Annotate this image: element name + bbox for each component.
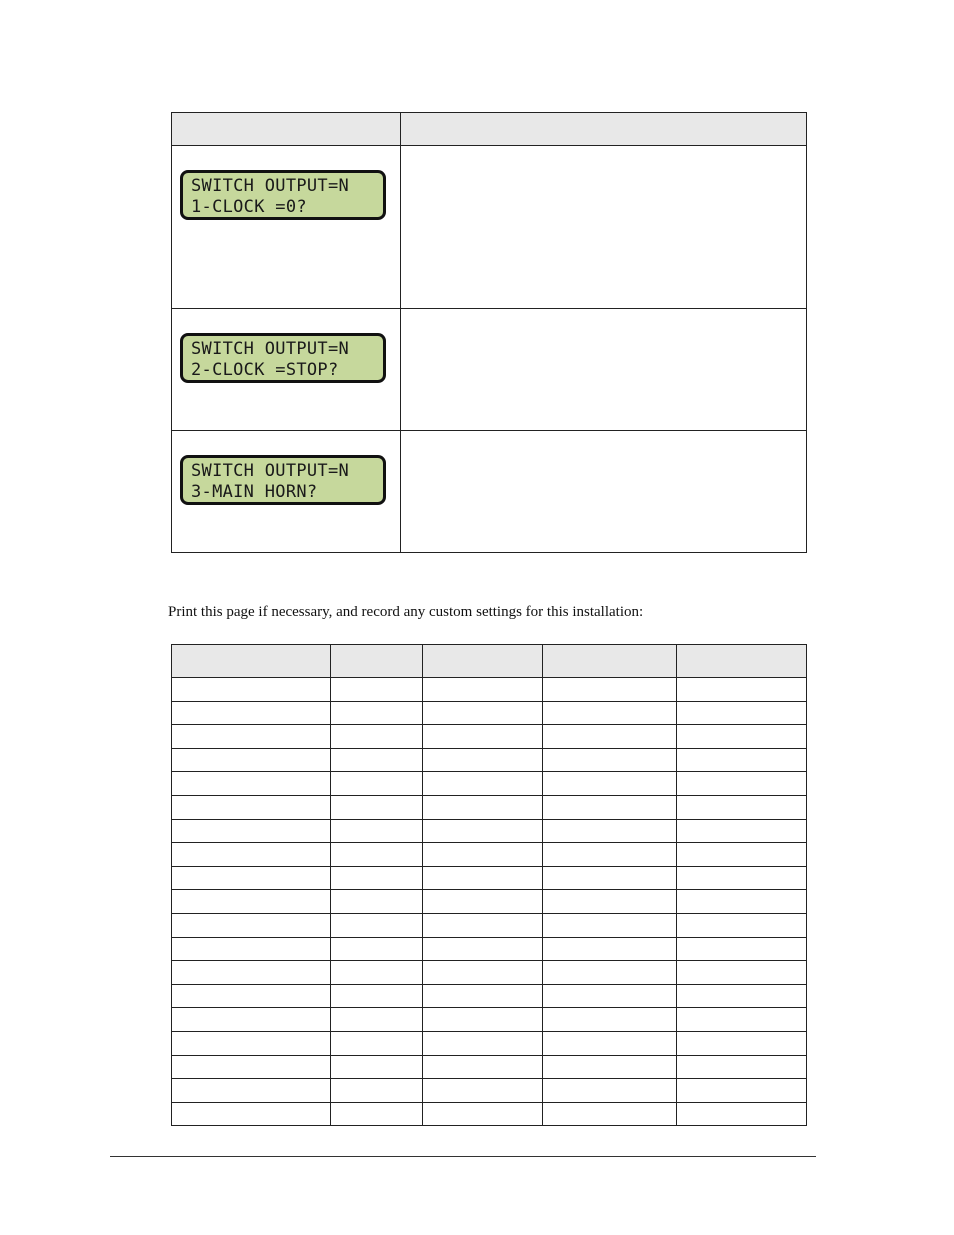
settings-cell <box>677 913 807 937</box>
settings-header-cell <box>331 645 423 678</box>
settings-cell <box>677 678 807 702</box>
settings-cell <box>172 772 331 796</box>
settings-cell <box>543 1008 677 1032</box>
settings-cell <box>677 843 807 867</box>
settings-cell <box>677 748 807 772</box>
settings-cell <box>677 1055 807 1079</box>
table-row <box>172 795 807 819</box>
settings-cell <box>543 748 677 772</box>
settings-cell <box>543 701 677 725</box>
lcd-line-1: SWITCH OUTPUT=N <box>191 461 350 481</box>
settings-cell <box>423 984 543 1008</box>
settings-cell <box>423 1102 543 1126</box>
lcd-cell <box>172 431 401 553</box>
settings-cell <box>172 866 331 890</box>
settings-cell <box>172 1102 331 1126</box>
switch-output-table-header <box>172 113 807 146</box>
custom-settings-table <box>171 644 807 1126</box>
settings-cell <box>423 866 543 890</box>
table-row <box>172 309 807 431</box>
settings-cell <box>677 819 807 843</box>
settings-cell <box>172 984 331 1008</box>
lcd-line-2: 1-CLOCK =0? <box>191 197 307 217</box>
settings-cell <box>172 1008 331 1032</box>
settings-cell <box>423 913 543 937</box>
settings-cell <box>423 890 543 914</box>
description-cell <box>401 309 807 431</box>
settings-cell <box>543 678 677 702</box>
table-row <box>172 146 807 309</box>
custom-settings-header <box>172 645 807 678</box>
settings-cell <box>331 701 423 725</box>
settings-cell <box>423 1079 543 1103</box>
lcd-display <box>180 170 386 220</box>
settings-cell <box>543 819 677 843</box>
settings-cell <box>172 678 331 702</box>
table-row <box>172 431 807 553</box>
settings-cell <box>172 748 331 772</box>
settings-cell <box>423 795 543 819</box>
settings-cell <box>331 843 423 867</box>
settings-cell <box>331 772 423 796</box>
settings-cell <box>172 725 331 749</box>
switch-output-table <box>171 112 807 553</box>
settings-cell <box>423 1031 543 1055</box>
settings-cell <box>172 1055 331 1079</box>
settings-cell <box>331 819 423 843</box>
lcd-display <box>180 333 386 383</box>
header-cell-description <box>401 113 807 146</box>
settings-cell <box>543 1102 677 1126</box>
settings-cell <box>543 772 677 796</box>
table-row <box>172 748 807 772</box>
settings-cell <box>677 890 807 914</box>
settings-cell <box>423 843 543 867</box>
footer-rule <box>110 1156 816 1157</box>
settings-cell <box>331 913 423 937</box>
description-cell <box>401 146 807 309</box>
lcd-line-1: SWITCH OUTPUT=N <box>191 339 350 359</box>
settings-cell <box>677 701 807 725</box>
settings-cell <box>331 678 423 702</box>
custom-settings-body <box>172 678 807 1126</box>
settings-cell <box>331 1008 423 1032</box>
settings-cell <box>423 725 543 749</box>
settings-cell <box>423 772 543 796</box>
settings-cell <box>543 890 677 914</box>
table-row <box>172 890 807 914</box>
settings-cell <box>677 866 807 890</box>
settings-cell <box>331 1055 423 1079</box>
table-row <box>172 866 807 890</box>
intro-text: Print this page if necessary, and record any custom settings for this installation: <box>168 604 644 620</box>
table-row <box>172 1031 807 1055</box>
settings-cell <box>543 866 677 890</box>
settings-cell <box>543 1079 677 1103</box>
lcd-line-2: 2-CLOCK =STOP? <box>191 360 339 380</box>
settings-cell <box>172 843 331 867</box>
settings-header-cell <box>543 645 677 678</box>
settings-cell <box>543 725 677 749</box>
settings-cell <box>677 1079 807 1103</box>
table-row <box>172 819 807 843</box>
settings-cell <box>677 795 807 819</box>
settings-cell <box>331 866 423 890</box>
settings-cell <box>331 1031 423 1055</box>
settings-cell <box>172 701 331 725</box>
lcd-cell <box>172 309 401 431</box>
settings-cell <box>172 913 331 937</box>
settings-cell <box>423 1055 543 1079</box>
lcd-line-2: 3-MAIN HORN? <box>191 482 318 502</box>
settings-cell <box>543 795 677 819</box>
table-row <box>172 984 807 1008</box>
table-row <box>172 913 807 937</box>
settings-cell <box>543 961 677 985</box>
settings-cell <box>677 725 807 749</box>
settings-cell <box>331 890 423 914</box>
description-cell <box>401 431 807 553</box>
settings-cell <box>543 913 677 937</box>
table-row <box>172 1008 807 1032</box>
settings-cell <box>331 1079 423 1103</box>
settings-cell <box>172 890 331 914</box>
settings-cell <box>543 937 677 961</box>
table-row <box>172 937 807 961</box>
settings-cell <box>331 1102 423 1126</box>
settings-cell <box>331 937 423 961</box>
lcd-cell <box>172 146 401 309</box>
settings-cell <box>677 1102 807 1126</box>
settings-cell <box>331 748 423 772</box>
table-row <box>172 678 807 702</box>
settings-header-cell <box>677 645 807 678</box>
settings-cell <box>423 961 543 985</box>
settings-cell <box>543 984 677 1008</box>
settings-cell <box>331 795 423 819</box>
settings-cell <box>423 1008 543 1032</box>
settings-cell <box>172 819 331 843</box>
settings-cell <box>331 961 423 985</box>
table-row <box>172 725 807 749</box>
settings-cell <box>172 937 331 961</box>
settings-header-cell <box>423 645 543 678</box>
table-row <box>172 772 807 796</box>
settings-cell <box>172 795 331 819</box>
settings-cell <box>331 984 423 1008</box>
settings-cell <box>423 701 543 725</box>
settings-cell <box>423 819 543 843</box>
settings-cell <box>423 748 543 772</box>
settings-cell <box>423 678 543 702</box>
settings-cell <box>677 772 807 796</box>
settings-cell <box>543 843 677 867</box>
settings-cell <box>543 1031 677 1055</box>
table-row <box>172 961 807 985</box>
table-row <box>172 701 807 725</box>
table-row <box>172 843 807 867</box>
settings-cell <box>172 961 331 985</box>
settings-cell <box>677 1008 807 1032</box>
table-row <box>172 1079 807 1103</box>
settings-cell <box>331 725 423 749</box>
settings-cell <box>543 1055 677 1079</box>
lcd-line-1: SWITCH OUTPUT=N <box>191 176 350 196</box>
settings-cell <box>677 961 807 985</box>
settings-header-cell <box>172 645 331 678</box>
settings-cell <box>677 937 807 961</box>
lcd-display <box>180 455 386 505</box>
settings-cell <box>172 1079 331 1103</box>
settings-cell <box>677 1031 807 1055</box>
table-row <box>172 1055 807 1079</box>
settings-cell <box>423 937 543 961</box>
settings-cell <box>677 984 807 1008</box>
table-row <box>172 1102 807 1126</box>
settings-cell <box>172 1031 331 1055</box>
header-cell-display <box>172 113 401 146</box>
